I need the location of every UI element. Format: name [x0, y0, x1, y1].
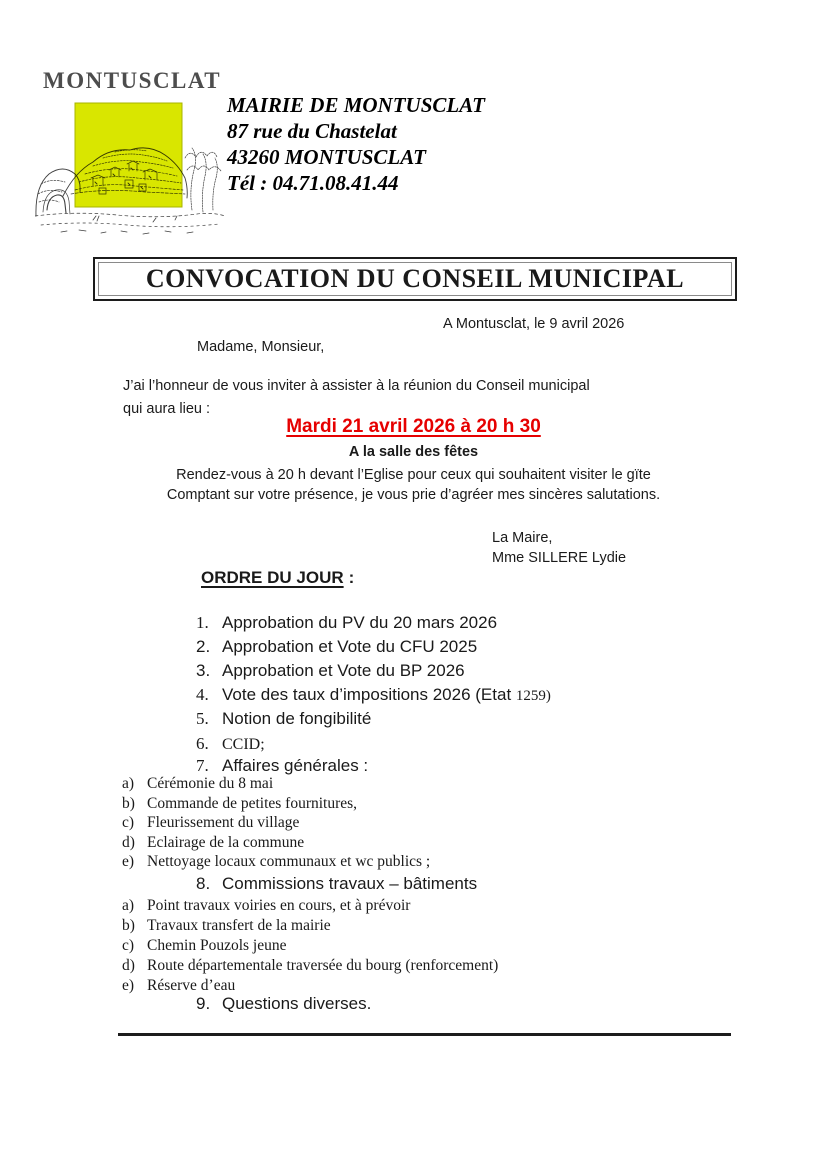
- agenda-sub-travaux-c: c) Chemin Pouzols jeune: [122, 937, 287, 954]
- page-title: CONVOCATION DU CONSEIL MUNICIPAL: [145, 264, 685, 293]
- agenda-sub-affaires-b: b) Commande de petites fournitures,: [122, 795, 358, 812]
- agenda-sub-affaires-e: e) Nettoyage locaux communaux et wc publics ;: [122, 853, 431, 870]
- signature-name: Mme SILLERE Lydie: [492, 550, 627, 566]
- agenda-sub-travaux-a: a) Point travaux voiries en cours, et à prévoir: [122, 897, 411, 914]
- agenda-sub-affaires-a: a) Cérémonie du 8 mai: [122, 775, 274, 792]
- mairie-name: MAIRIE DE MONTUSCLAT: [227, 93, 485, 117]
- agenda-heading: ORDRE DU JOUR :: [201, 568, 355, 587]
- commune-logo: [35, 68, 230, 94]
- agenda-item-8: 8. Commissions travaux – bâtiments: [196, 874, 478, 893]
- agenda-sub-travaux-e: e) Réserve d’eau: [122, 977, 236, 994]
- agenda-sub-affaires-d: d) Eclairage de la commune: [122, 834, 305, 851]
- agenda-sub-travaux-d: d) Route départementale traversée du bourg (renforcement): [122, 957, 499, 974]
- mairie-phone: Tél : 04.71.08.41.44: [227, 171, 399, 195]
- rendezvous-note: Rendez-vous à 20 h devant l’Eglise pour ceux qui souhaitent visiter le gïte: [176, 467, 651, 483]
- agenda-item-6: 6. CCID;: [196, 734, 265, 753]
- agenda-sub-travaux-b: b) Travaux transfert de la mairie: [122, 917, 331, 934]
- agenda-item-9: 9. Questions diverses.: [196, 994, 372, 1013]
- village-sketch-image: [35, 98, 225, 238]
- meeting-datetime: Mardi 21 avril 2026 à 20 h 30: [286, 416, 541, 437]
- title-box: [93, 257, 737, 301]
- intro-paragraph: [123, 375, 590, 421]
- agenda-item-5: 5. Notion de fongibilité: [196, 709, 372, 728]
- intro-line-1: J’ai l’honneur de vous inviter à assister à la réunion du Conseil municipal: [123, 378, 590, 394]
- signature-role: La Maire,: [492, 530, 553, 546]
- mairie-street: 87 rue du Chastelat: [227, 119, 397, 143]
- agenda-item-3: 3. Approbation et Vote du BP 2026: [196, 661, 465, 680]
- logo-wordmark: MONTUSCLAT: [43, 68, 222, 93]
- meeting-place: A la salle des fêtes: [348, 444, 479, 460]
- agenda-item-2: 2. Approbation et Vote du CFU 2025: [196, 637, 478, 656]
- agenda-item-4: 4. Vote des taux d’impositions 2026 (Etat 1259): [196, 685, 551, 704]
- closing-line: Comptant sur votre présence, je vous prie d’agréer mes sincères salutations.: [166, 487, 661, 503]
- bottom-divider: [118, 1033, 731, 1036]
- agenda-item-7: 7. Affaires générales :: [196, 756, 369, 775]
- logo-highlight-square: [75, 103, 182, 207]
- mairie-address: [227, 92, 485, 196]
- agenda-item-1: 1. Approbation du PV du 20 mars 2026: [196, 613, 498, 632]
- dateline: A Montusclat, le 9 avril 2026: [443, 316, 625, 332]
- salutation: Madame, Monsieur,: [197, 339, 325, 355]
- mairie-city: 43260 MONTUSCLAT: [227, 145, 426, 169]
- signature-block: [492, 528, 626, 568]
- intro-line-2: qui aura lieu :: [123, 401, 211, 417]
- agenda-sub-affaires-c: c) Fleurissement du village: [122, 814, 300, 831]
